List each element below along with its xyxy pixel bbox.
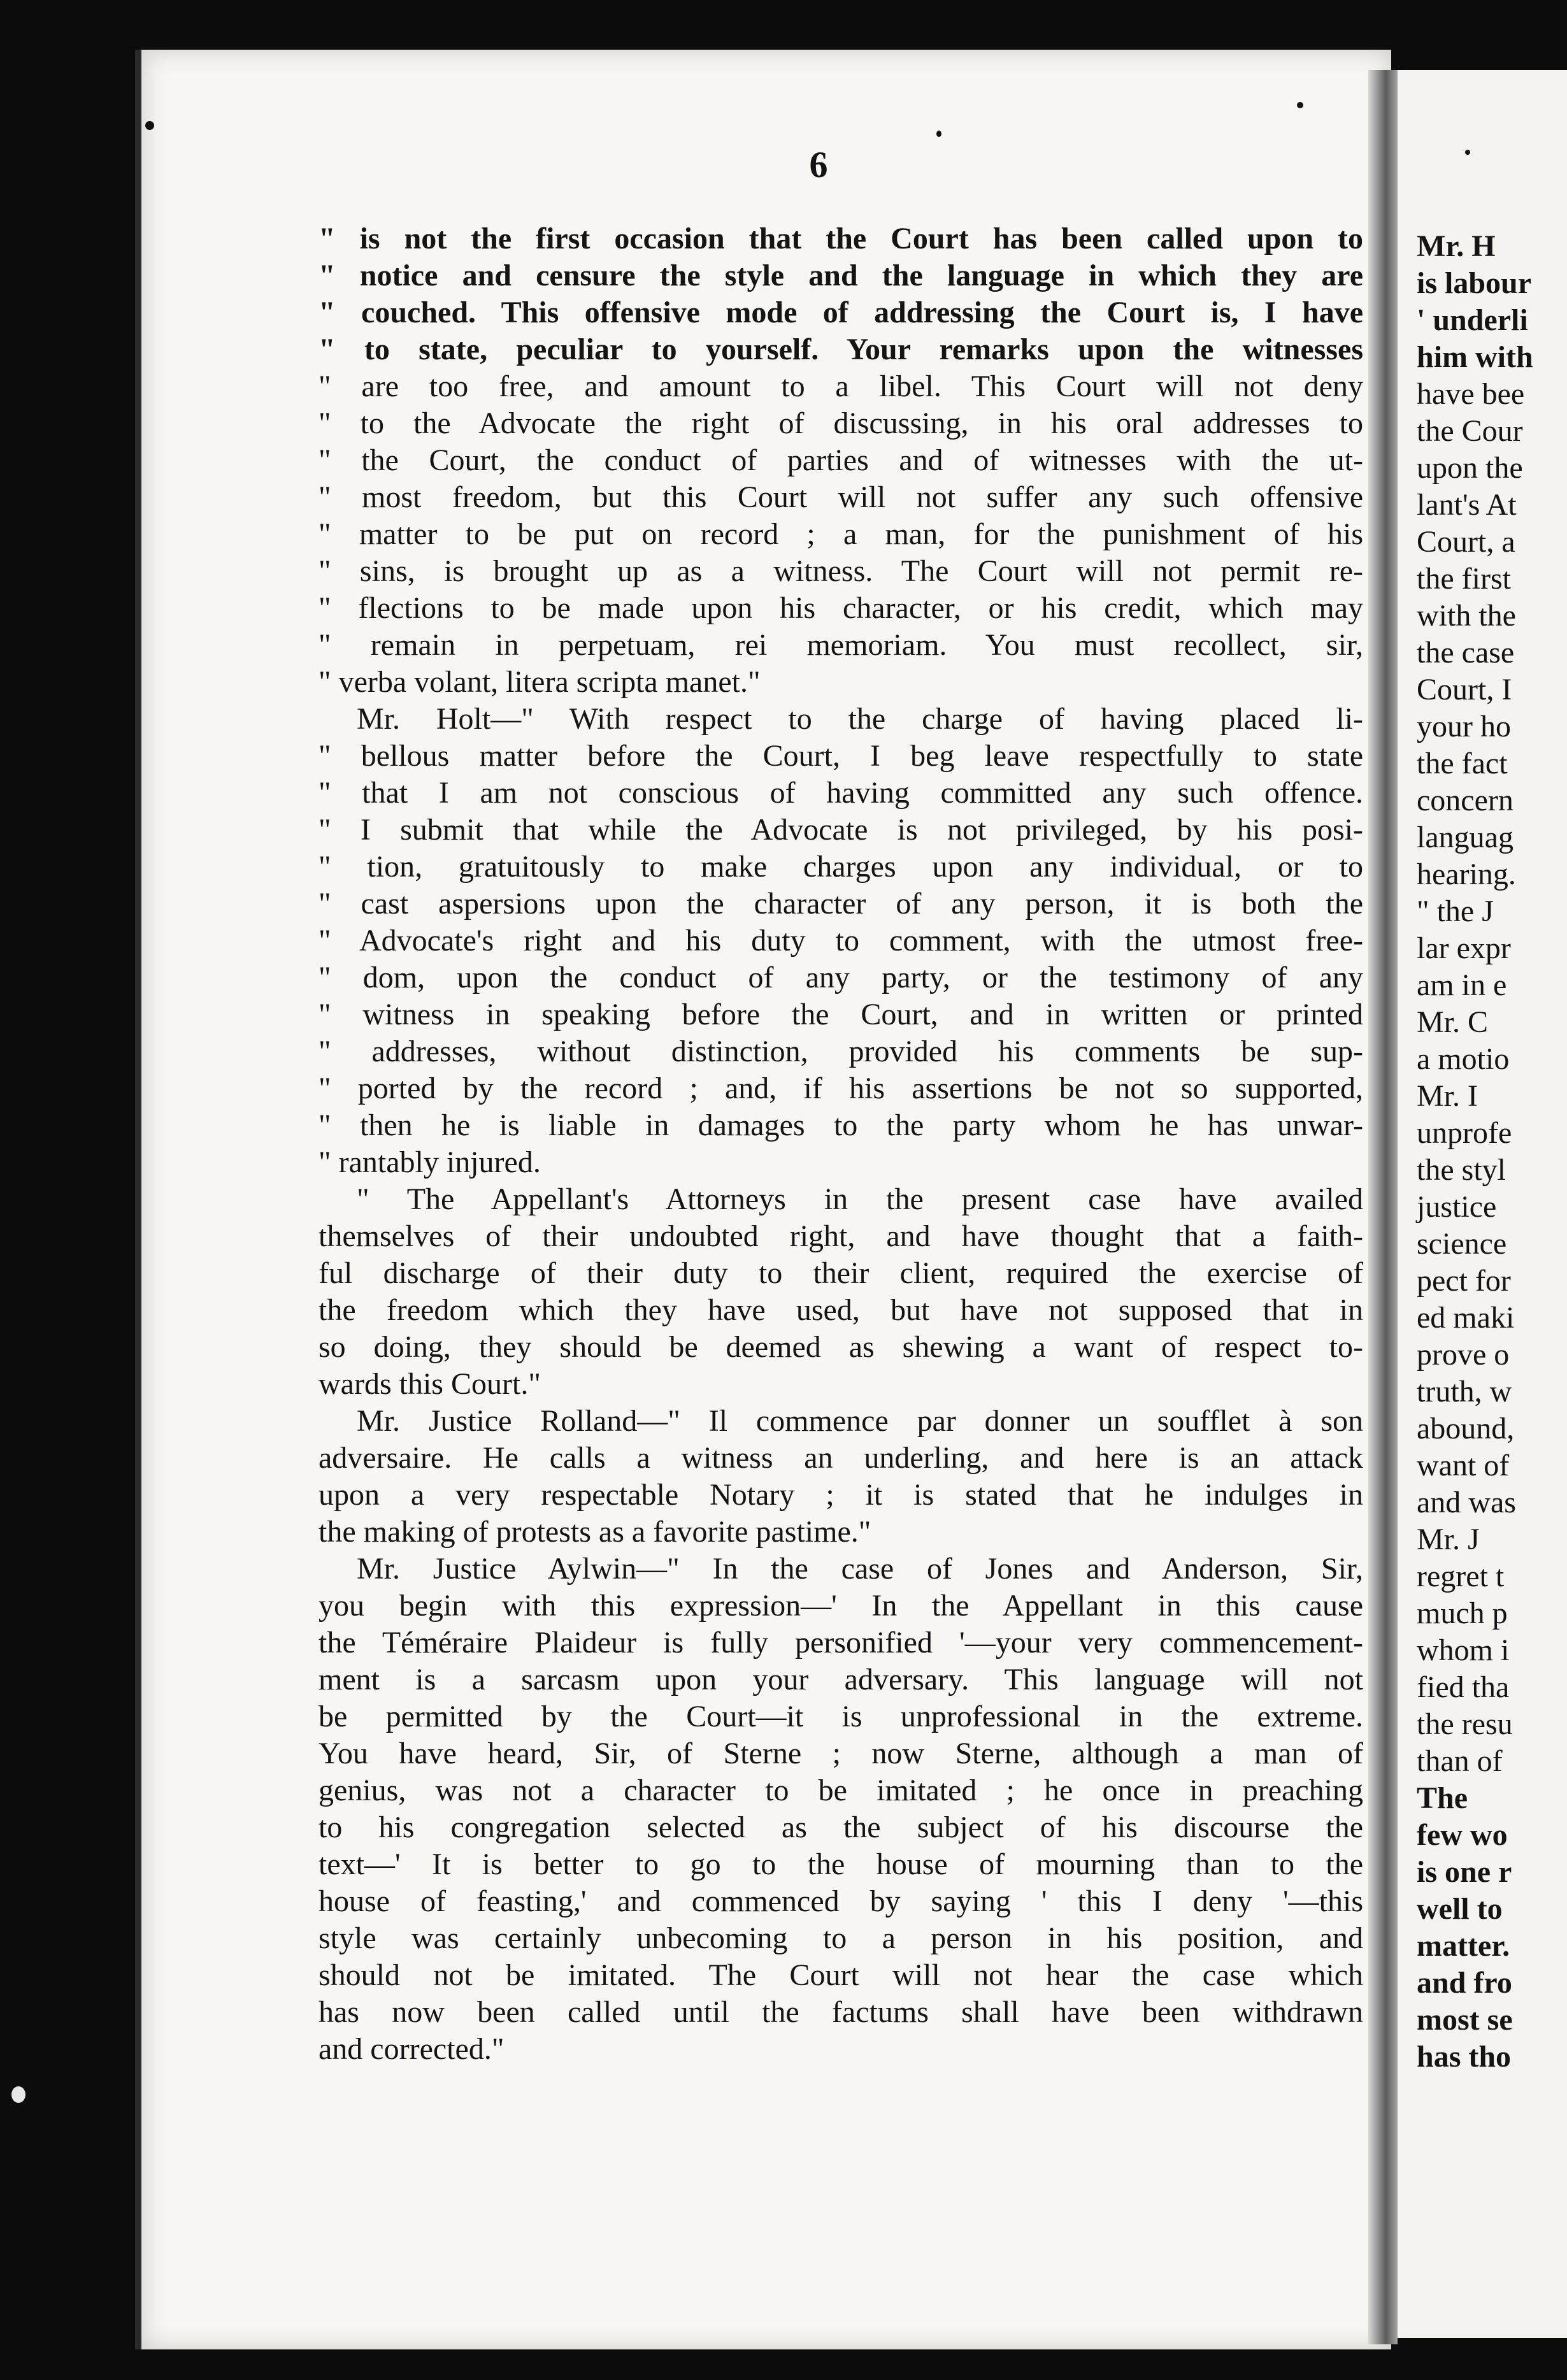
text-line: and corrected."	[318, 2032, 504, 2066]
fragment-line: well to	[1417, 1892, 1503, 1926]
text-line: Mr. Justice Rolland—" Il commence par donner un soufflet à son	[357, 1404, 1363, 1438]
fragment-line: truth, w	[1417, 1375, 1512, 1409]
scan-speck	[1465, 150, 1470, 155]
fragment-line: has tho	[1417, 2040, 1512, 2074]
fragment-line: Mr. J	[1417, 1523, 1480, 1556]
fragment-line: " the J	[1417, 894, 1494, 928]
fragment-line: ' underli	[1417, 303, 1528, 337]
fragment-line: a motio	[1417, 1042, 1510, 1076]
fragment-line: Mr. C	[1417, 1005, 1489, 1039]
fragment-line: few wo	[1417, 1818, 1508, 1852]
fragment-line: matter.	[1417, 1929, 1510, 1963]
text-line: " notice and censure the style and the language in which they are	[318, 259, 1363, 292]
fragment-line: and fro	[1417, 1966, 1512, 2000]
text-line: ful discharge of their duty to their client, required the exercise of	[318, 1256, 1363, 1290]
fragment-line: am in e	[1417, 968, 1507, 1002]
fragment-line: him with	[1417, 340, 1533, 374]
text-line: " cast aspersions upon the character of any person, it is both the	[318, 887, 1363, 921]
text-line: ment is a sarcasm upon your adversary. This language will not	[318, 1663, 1363, 1696]
right-page	[1398, 70, 1567, 2338]
text-line: " bellous matter before the Court, I beg leave respectfully to state	[318, 739, 1363, 773]
fragment-line: the fact	[1417, 747, 1508, 780]
fragment-line: fied tha	[1417, 1670, 1510, 1704]
text-line: " are too free, and amount to a libel. This Court will not deny	[318, 369, 1363, 403]
text-line: " then he is liable in damages to the party whom he has unwar-	[318, 1108, 1363, 1142]
text-line: the freedom which they have used, but have not supposed that in	[318, 1293, 1363, 1327]
fragment-line: whom i	[1417, 1633, 1510, 1667]
fragment-line: the Cour	[1417, 414, 1523, 448]
text-line: " to state, peculiar to yourself. Your remarks upon the witnesses	[318, 333, 1363, 366]
text-line: " to the Advocate the right of discussing, in his oral addresses to	[318, 406, 1363, 440]
text-line: upon a very respectable Notary ; it is stated that he indulges in	[318, 1478, 1363, 1512]
text-line: " sins, is brought up as a witness. The Court will not permit re-	[318, 554, 1363, 588]
text-line: wards this Court."	[318, 1367, 541, 1401]
fragment-line: is labour	[1417, 266, 1532, 300]
fragment-line: have bee	[1417, 377, 1525, 411]
text-line: Mr. Holt—" With respect to the charge of having placed li-	[357, 702, 1363, 736]
text-line: to his congregation selected as the subject of his discourse the	[318, 1810, 1363, 1844]
text-line: " I submit that while the Advocate is not privileged, by his posi-	[318, 813, 1363, 847]
text-line: adversaire. He calls a witness an underling, and here is an attack	[318, 1441, 1363, 1475]
fragment-line: the resu	[1417, 1707, 1513, 1741]
text-line: has now been called until the factums shall have been withdrawn	[318, 1995, 1363, 2029]
fragment-line: ed maki	[1417, 1301, 1515, 1335]
text-line: you begin with this expression—' In the Appellant in this cause	[318, 1589, 1363, 1623]
fragment-line: the first	[1417, 562, 1511, 596]
text-line: " rantably injured.	[318, 1145, 541, 1179]
fragment-line: your ho	[1417, 710, 1511, 743]
scan-speck	[936, 131, 941, 137]
text-line: " Advocate's right and his duty to comment, with the utmost free-	[318, 924, 1363, 957]
text-line: " matter to be put on record ; a man, for the punishment of his	[318, 517, 1363, 551]
fragment-line: want of	[1417, 1449, 1510, 1482]
fragment-line: justice	[1417, 1190, 1497, 1224]
fragment-line: abound,	[1417, 1412, 1515, 1445]
fragment-line: regret t	[1417, 1559, 1505, 1593]
fragment-line: most se	[1417, 2003, 1513, 2037]
fragment-line: much p	[1417, 1596, 1508, 1630]
fragment-line: prove o	[1417, 1338, 1510, 1372]
fragment-line: with the	[1417, 599, 1516, 633]
fragment-line: science	[1417, 1227, 1507, 1261]
fragment-line: lant's At	[1417, 488, 1517, 522]
text-line: be permitted by the Court—it is unprofessional in the extreme.	[318, 1700, 1363, 1733]
text-line: You have heard, Sir, of Sterne ; now Sterne, although a man of	[318, 1737, 1363, 1770]
fragment-line: is one r	[1417, 1855, 1512, 1889]
text-line: text—' It is better to go to the house of mourning than to the	[318, 1847, 1363, 1881]
right-page-text	[1417, 228, 1567, 2075]
scan-speck	[1297, 102, 1303, 108]
text-line: so doing, they should be deemed as shewing a want of respect to-	[318, 1330, 1363, 1364]
fragment-line: languag	[1417, 821, 1513, 854]
text-line: " addresses, without distinction, provided his comments be sup-	[318, 1035, 1363, 1068]
text-line: " is not the first occasion that the Court has been called upon to	[318, 222, 1363, 255]
fragment-line: the styl	[1417, 1153, 1506, 1187]
text-line: house of feasting,' and commenced by saying ' this I deny '—this	[318, 1884, 1363, 1918]
scan-speck	[145, 121, 154, 130]
text-line: " verba volant, litera scripta manet."	[318, 665, 761, 699]
fragment-line: Court, a	[1417, 525, 1515, 559]
text-line: the Téméraire Plaideur is fully personified '—your very commencement-	[318, 1626, 1363, 1660]
fragment-line: Mr. H	[1417, 229, 1496, 263]
text-line: " the Court, the conduct of parties and of witnesses with the ut-	[318, 443, 1363, 477]
text-line: " that I am not conscious of having committed any such offence.	[318, 776, 1363, 810]
fragment-line: than of	[1417, 1744, 1503, 1778]
text-line: " dom, upon the conduct of any party, or the testimony of any	[318, 961, 1363, 994]
text-line: " couched. This offensive mode of addressing the Court is, I have	[318, 296, 1363, 329]
text-line: " The Appellant's Attorneys in the present case have availed	[357, 1182, 1363, 1216]
text-line: " tion, gratuitously to make charges upon any individual, or to	[318, 850, 1363, 884]
text-line: the making of protests as a favorite pastime."	[318, 1515, 871, 1549]
fragment-line: lar expr	[1417, 931, 1511, 965]
text-line: " ported by the record ; and, if his assertions be not so supported,	[318, 1072, 1363, 1105]
fragment-line: Mr. I	[1417, 1079, 1478, 1113]
text-line: " flections to be made upon his character, or his credit, which may	[318, 591, 1363, 625]
text-line: themselves of their undoubted right, and have thought that a faith-	[318, 1219, 1363, 1253]
fragment-line: Court, I	[1417, 673, 1512, 706]
text-line: " witness in speaking before the Court, and in written or printed	[318, 998, 1363, 1031]
text-line: should not be imitated. The Court will not hear the case which	[318, 1958, 1363, 1992]
main-text-column	[318, 220, 1363, 2068]
fragment-line: upon the	[1417, 451, 1523, 485]
book-gutter	[1368, 70, 1398, 2344]
fragment-line: the case	[1417, 636, 1515, 670]
fragment-line: The	[1417, 1781, 1468, 1815]
fragment-line: pect for	[1417, 1264, 1511, 1298]
fragment-line: concern	[1417, 784, 1513, 817]
fragment-line: and was	[1417, 1486, 1516, 1519]
text-line: genius, was not a character to be imitated ; he once in preaching	[318, 1774, 1363, 1807]
text-line: Mr. Justice Aylwin—" In the case of Jones and Anderson, Sir,	[357, 1552, 1363, 1586]
fragment-line: unprofe	[1417, 1116, 1512, 1150]
fragment-line: hearing.	[1417, 857, 1516, 891]
text-line: " most freedom, but this Court will not suffer any such offensive	[318, 480, 1363, 514]
page-number: 6	[809, 144, 828, 185]
text-line: style was certainly unbecoming to a person in his position, and	[318, 1921, 1363, 1955]
scan-speck	[11, 2086, 25, 2103]
text-line: " remain in perpetuam, rei memoriam. You must recollect, sir,	[318, 628, 1363, 662]
